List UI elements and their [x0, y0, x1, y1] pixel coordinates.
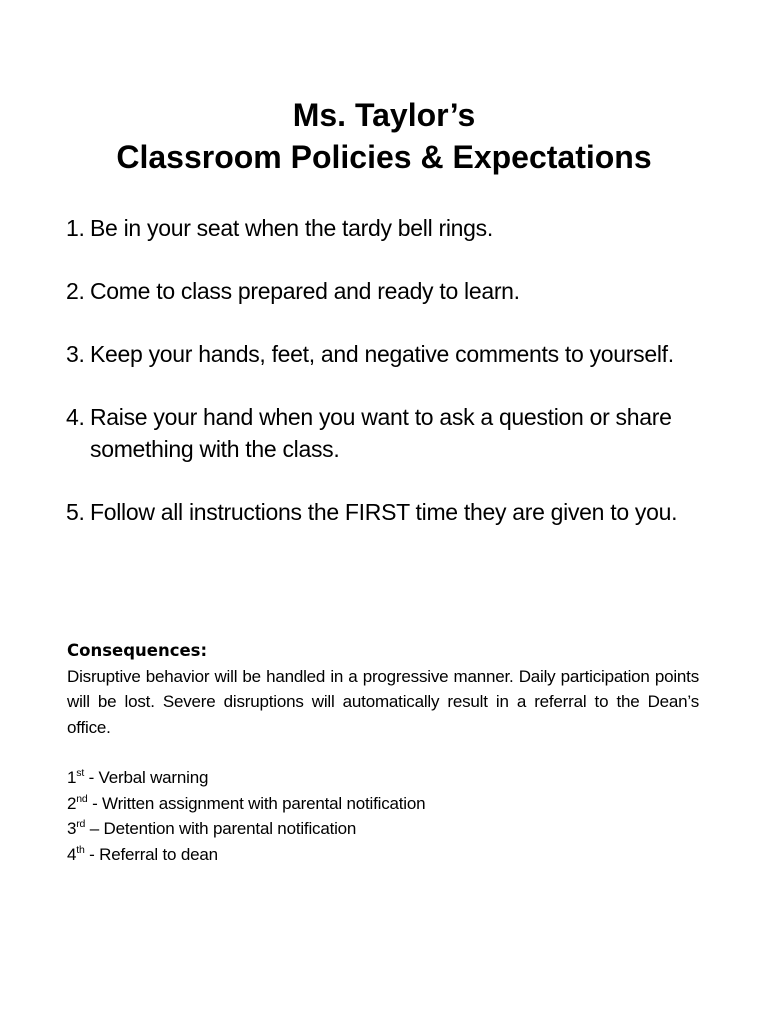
step-ordinal-suffix: rd — [76, 818, 86, 830]
consequences-paragraph: Disruptive behavior will be handled in a progressive manner. Daily participation points will be lost. Severe disruptions will automatically result in a referral to the Dean’s office. — [67, 666, 699, 737]
rule-text: Come to class prepared and ready to learn. — [90, 278, 520, 304]
consequence-step — [67, 842, 699, 868]
consequences-section — [67, 638, 699, 867]
step-text: - Verbal warning — [84, 768, 209, 787]
rule-text: Raise your hand when you want to ask a question or share something with the class. — [90, 404, 672, 462]
title-line-policies: Classroom Policies & Expectations — [116, 139, 652, 175]
consequence-step — [67, 765, 699, 791]
rule-text: Follow all instructions the FIRST time they are given to you. — [90, 499, 678, 525]
rule-item — [66, 401, 716, 465]
consequence-step — [67, 791, 699, 817]
rule-text: Keep your hands, feet, and negative comments to yourself. — [90, 341, 674, 367]
rule-number: 2. — [66, 278, 85, 304]
step-ordinal-suffix: st — [76, 767, 85, 779]
title-line-teacher: Ms. Taylor’s — [292, 97, 476, 133]
step-ordinal: 1 — [67, 768, 77, 787]
rules-list — [66, 212, 716, 559]
rule-number: 1. — [66, 215, 85, 241]
step-ordinal: 3 — [67, 819, 77, 838]
consequences-heading: Consequences: — [67, 641, 208, 660]
document-title — [0, 94, 768, 178]
rule-number: 4. — [66, 404, 85, 430]
step-ordinal-suffix: nd — [76, 792, 88, 805]
step-ordinal: 2 — [67, 793, 77, 813]
step-ordinal: 4 — [67, 844, 77, 864]
consequence-steps-list — [67, 765, 699, 867]
rule-item — [66, 275, 716, 307]
step-text: - Written assignment with parental notification — [87, 793, 426, 813]
step-text: - Referral to dean — [84, 844, 218, 864]
step-text: – Detention with parental notification — [85, 819, 357, 838]
rule-text: Be in your seat when the tardy bell rings. — [90, 215, 493, 241]
consequence-step — [67, 816, 699, 842]
rule-item — [66, 338, 716, 370]
rule-number: 3. — [66, 341, 85, 367]
rule-item — [66, 212, 716, 244]
rule-item — [66, 496, 716, 528]
rule-number: 5. — [66, 499, 85, 525]
step-ordinal-suffix: th — [76, 843, 85, 856]
